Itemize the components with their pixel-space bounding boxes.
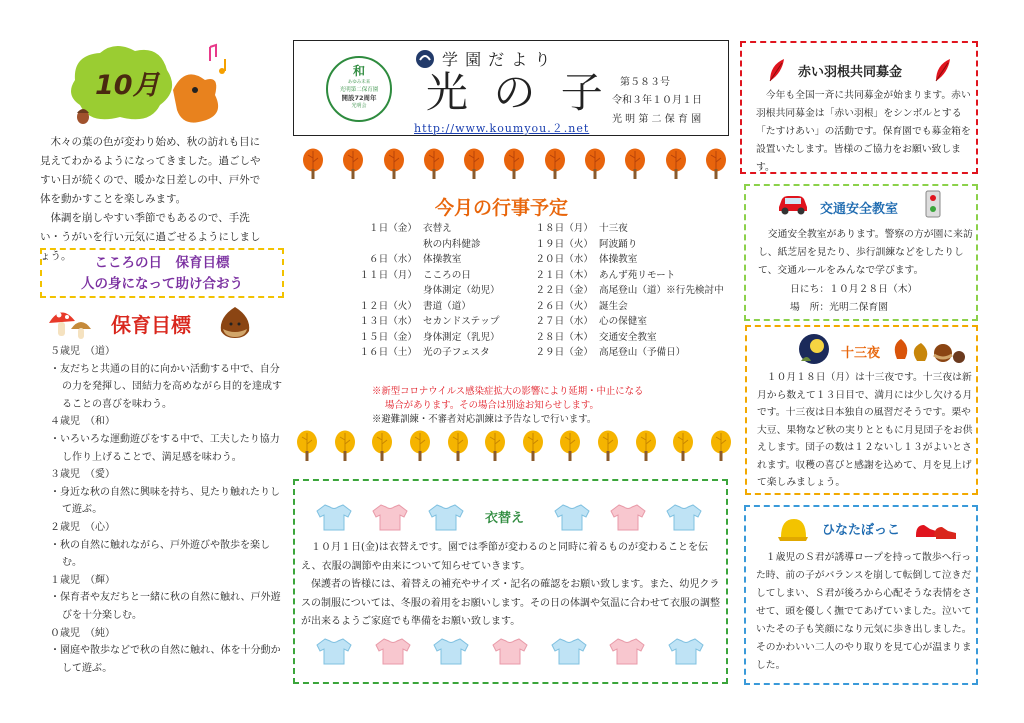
tree-icon <box>672 430 694 462</box>
traffic-heading: 交通安全教室 <box>820 202 899 217</box>
goals-list <box>50 343 282 677</box>
koromogae-paragraph: １０月１日(金)は衣替えです。園では季節が変わるのと同時に着るものが変わることを伝え、衣服の調節や由来について知らせていきます。 <box>301 542 709 572</box>
koromogae-heading: 衣替え <box>485 511 525 526</box>
car-icon <box>776 193 810 215</box>
moon-icon <box>797 333 831 365</box>
goal-age: ４歳児 （和） <box>50 416 115 428</box>
akai-hane-text: 今年も全国一斉に共同募金が始まります。赤い羽根共同募金は「赤い羽根」をシンボルとする「たすけあい」の活動です。保育園でも募金箱を設置いたします。皆様のご協力をお願い致します。 <box>756 90 971 173</box>
tree-icon <box>383 148 405 180</box>
goals-heading-row <box>45 303 255 341</box>
events-heading: 今月の行事予定 <box>435 197 569 219</box>
issue-number: 第５８３号 <box>620 77 670 88</box>
shirt-icon <box>315 637 353 665</box>
tree-row-bottom <box>296 430 732 462</box>
event-row: １２日（火） 書道（道） ２６日（火） 誕生会 <box>359 300 628 312</box>
intro-paragraph: 体調を崩しやすい季節でもあるので、手洗い・うがいを行い元気に過ごせるようにしましょう。 <box>40 212 261 262</box>
shirt-icon <box>667 637 705 665</box>
event-row: １６日（土） 光の子フェスタ ２９日（金） 高尾登山（予備日） <box>359 347 686 358</box>
hinata-heading: ひなたぼっこ <box>822 523 901 538</box>
event-row: １日（金） 衣替え １８日（月） 十三夜 <box>369 223 628 234</box>
emblem <box>326 56 392 122</box>
goal-text: ・友だちと共通の目的に向かい活動する中で、自分の力を発揮し、団結力を高めながら目的を達成することの喜びを味わう。 <box>50 363 282 410</box>
jusanya-heading: 十三夜 <box>841 346 881 361</box>
emblem-ring-icon <box>414 49 436 69</box>
shoes-icon <box>914 515 958 543</box>
event-row: １１日（月） こころの日 ２１日（木） あんず苑リモート <box>359 269 676 281</box>
shirt-icon <box>553 503 591 531</box>
goals-heading: 保育目標 <box>111 313 191 337</box>
emblem-org: 光明会 <box>351 103 367 109</box>
goal-text: ・身近な秋の自然に興味を持ち、見たり触れたりして遊ぶ。 <box>50 486 280 516</box>
shirt-icon <box>374 637 412 665</box>
tree-icon <box>635 430 657 462</box>
shirt-icon <box>315 503 353 531</box>
events-notes <box>360 385 730 427</box>
emblem-name: 光明第二保育園 <box>339 87 379 93</box>
event-row: 秋の内科健診 １９日（火） 阿波踊り <box>423 238 638 250</box>
tree-icon <box>342 148 364 180</box>
hinata-box <box>744 505 978 685</box>
shirt-row-top <box>315 503 465 531</box>
tree-icon <box>544 148 566 180</box>
covid-note-2: 場合があります。その場合は別途お知らせします。 <box>385 400 599 411</box>
red-feather-icon <box>932 57 954 83</box>
yellow-hat-icon <box>776 515 810 543</box>
mushroom-icon <box>45 303 93 341</box>
squirrel-icon <box>173 74 218 122</box>
shirt-icon <box>491 637 529 665</box>
music-note-icon <box>210 45 216 61</box>
jusanya-box <box>745 325 978 495</box>
event-row: ６日（水） 体操教室 ２０日（水） 体操教室 <box>369 254 638 265</box>
tree-icon <box>522 430 544 462</box>
shirt-icon <box>609 503 647 531</box>
koromogae-box <box>293 479 728 684</box>
tree-icon <box>447 430 469 462</box>
event-row: １５日（金） 身体測定（乳児） ２８日（木） 交通安全教室 <box>359 331 657 343</box>
traffic-date: 日にち：１０月２８日（木） <box>790 284 918 295</box>
tree-icon <box>423 148 445 180</box>
koromogae-text <box>301 539 721 632</box>
goal-age: ２歳児 （心） <box>50 521 115 533</box>
drill-note: ※避難訓練・不審者対応訓練は予告なしで行います。 <box>372 414 597 425</box>
event-row: １３日（水） セカンドステップ ２７日（水） 心の保健室 <box>359 316 647 327</box>
traffic-place: 場 所：光明二保育園 <box>790 302 888 313</box>
october-badge: 10月 <box>95 70 160 101</box>
shirt-icon <box>427 503 465 531</box>
red-feather-icon <box>766 57 788 83</box>
koromogae-paragraph: 保護者の皆様には、着替えの補充やサイズ・記名の確認をお願い致します。また、幼児クラスの制服については、冬服の着用をお願いします。その日の体調や気温に合わせて衣服の調整が出来るようご家庭でも準備をお願い致します。 <box>301 579 720 627</box>
goal-text: ・秋の自然に触れながら、戸外遊びや散歩を楽しむ。 <box>50 539 270 569</box>
tree-icon <box>302 148 324 180</box>
shirt-icon <box>608 637 646 665</box>
tree-icon <box>409 430 431 462</box>
shirt-icon <box>432 637 470 665</box>
intro-paragraph: 木々の葉の色が変わり始め、秋の訪れも目に見えてわかるようになってきました。過ごしやすい日が続くので、暖かな日差しの中、戸外で体を動かすことを楽しみます。 <box>40 136 261 205</box>
chestnut-icon <box>217 305 253 339</box>
goal-text: ・保育者や友だちと一緒に秋の自然に触れ、戸外遊びを十分楽しむ。 <box>50 592 281 621</box>
traffic-text: 交通安全教室があります。警察の方が園に来訪し、紙芝居を見たり、歩行訓練などをしたりして、交通ルールをみんなで学びます。 <box>758 229 973 276</box>
kokoro-box <box>40 248 284 298</box>
goal-age: ５歳児 （道） <box>50 346 115 357</box>
october-illustration <box>55 35 240 130</box>
goal-text: ・いろいろな運動遊びをする中で、工夫したり協力し作り上げることで、満足感を味わう。 <box>50 433 280 463</box>
school-name: 光 明 第 二 保 育 園 <box>612 114 702 125</box>
events-table <box>355 221 735 361</box>
jusanya-text: １０月１８日（月）は十三夜です。十三夜は新月から数えて１３日目で、満月には少し欠ける月です。十三夜は日本独自の風習だそうです。栗や大豆、果物など秋の実りとともに月見団子をお供えします。団子の数は１２ないし１３がよいとされます。収穫の喜びと感謝を込めて、月を見上げて楽しみましょう。 <box>757 372 973 488</box>
goal-age: １歳児 （輝） <box>50 574 115 586</box>
tree-icon <box>710 430 732 462</box>
traffic-light-icon <box>924 190 942 220</box>
masthead <box>293 40 729 136</box>
tree-icon <box>597 430 619 462</box>
tree-icon <box>559 430 581 462</box>
traffic-box <box>744 184 978 321</box>
tree-icon <box>334 430 356 462</box>
tree-icon <box>484 430 506 462</box>
emblem-anniv: 開設72周年 <box>341 94 377 102</box>
covid-note: ※新型コロナウイルス感染症拡大の影響により延期・中止になる <box>372 386 644 397</box>
kokoro-title: こころの日 保育目標 <box>94 255 230 271</box>
october-intro <box>40 133 270 266</box>
goal-age: ３歳児 （愛） <box>50 469 115 481</box>
shirt-icon <box>371 503 409 531</box>
website-link[interactable]: http://www.koumyou.２.net <box>414 122 590 135</box>
akai-hane-box <box>740 41 978 174</box>
tree-row-top <box>302 148 727 180</box>
tree-icon <box>296 430 318 462</box>
tree-icon <box>705 148 727 180</box>
event-row: 身体測定（幼児） ２２日（金） 高尾登山（道）※行先検討中 <box>423 285 724 296</box>
hinata-text: １歳児のＳ君が誘導ロープを持って散歩へ行った時、前の子がバランスを崩して転倒して泣きだしてしまい、Ｓ君が後ろから心配そうな表情をさせて、頭を優しく撫でてあげていました。泣いていたその子も笑顔になり元気に歩き出しました。そのかわいい二人のやり取りを見て心が温まりました。 <box>756 552 972 671</box>
goal-text: ・園庭や散歩などで秋の自然に触れ、体を十分動かして遊ぶ。 <box>50 645 281 674</box>
tree-icon <box>371 430 393 462</box>
shirt-row-bottom <box>315 637 705 665</box>
newsletter-title: 光 の 子 <box>426 68 609 117</box>
shirt-row-top-right <box>553 503 703 531</box>
shirt-icon <box>665 503 703 531</box>
tree-icon <box>665 148 687 180</box>
tree-icon <box>584 148 606 180</box>
tree-icon <box>503 148 525 180</box>
newsletter-subtitle: 学 園 だ よ り <box>442 50 552 69</box>
goal-age: ０歳児 （純） <box>50 627 115 639</box>
tree-icon <box>624 148 646 180</box>
akai-hane-heading: 赤い羽根共同募金 <box>798 65 903 80</box>
emblem-char: 和 <box>352 64 365 78</box>
shirt-icon <box>550 637 588 665</box>
kokoro-goal: 人の身になって助け合おう <box>81 276 243 292</box>
issue-date: 令和３年１０月１日 <box>612 95 702 106</box>
autumn-leaves-icon <box>887 335 967 365</box>
tree-icon <box>463 148 485 180</box>
emblem-small: あゆみ未来 <box>347 80 371 85</box>
